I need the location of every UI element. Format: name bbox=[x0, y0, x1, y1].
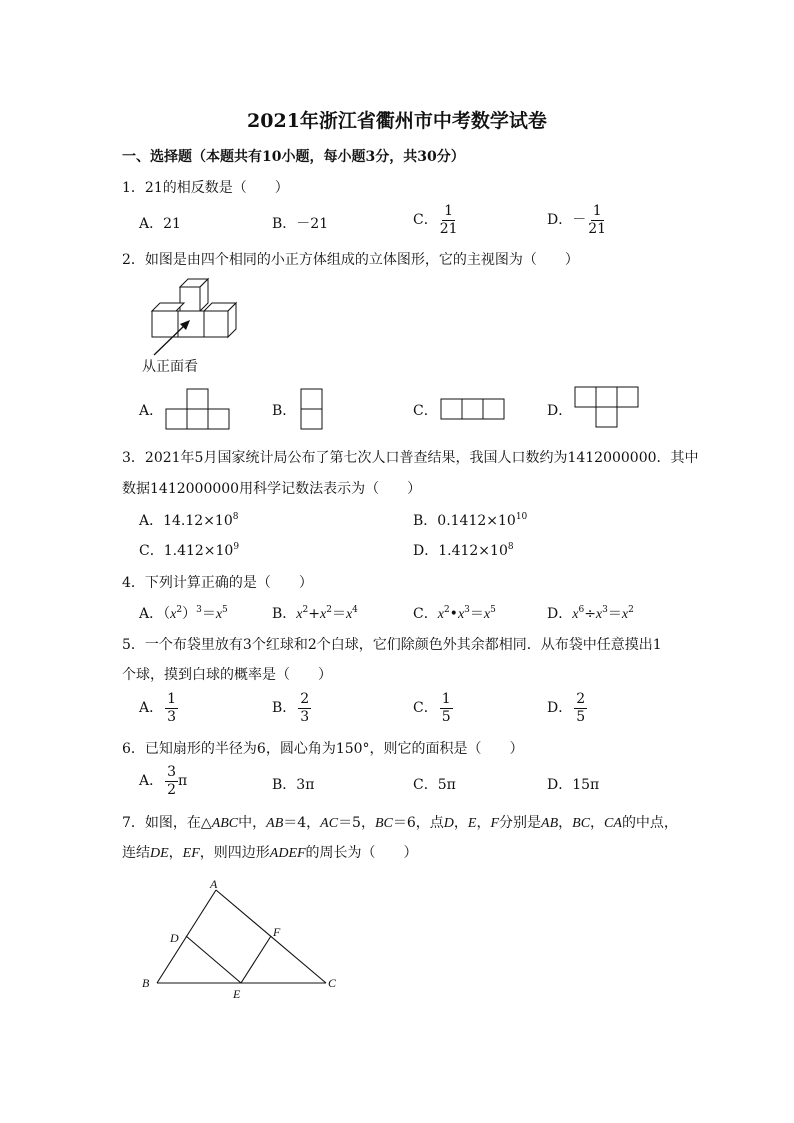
q1-option-b: B．－21 bbox=[272, 216, 329, 232]
view-arrow bbox=[150, 318, 200, 358]
section-heading: 一、选择题（本题共有10小题，每小题3分，共30分） bbox=[122, 149, 465, 165]
vertex-a-label: A bbox=[210, 877, 218, 891]
vertex-c-label: C bbox=[328, 976, 337, 990]
q4-option-c: C．$x^2•x^3=x^5$ bbox=[413, 605, 496, 622]
q2-option-a: A． bbox=[139, 403, 164, 419]
q4-option-a: A．$(x^2)^3=x^5$ bbox=[139, 605, 228, 622]
q4-option-d: D．$x^6\div x^3=x^2$ bbox=[547, 605, 634, 622]
q2-option-b-figure bbox=[300, 388, 324, 430]
front-view-label: 从正面看 bbox=[142, 359, 198, 375]
point-d-label: D bbox=[170, 931, 179, 945]
q5-option-d: D． $\frac{2}{5}$ bbox=[547, 691, 586, 725]
q2-option-c: C． bbox=[413, 403, 438, 419]
q1-option-d: D．－ $\frac{1}{21}$ bbox=[547, 203, 607, 237]
q3-option-d: D．$1.412\times 10^8$ bbox=[413, 542, 514, 559]
q6-option-c: C．5π bbox=[413, 777, 456, 793]
q2-option-b: B． bbox=[272, 403, 297, 419]
question-2-stem: 2．如图是由四个相同的小正方体组成的立体图形，它的主视图为（ ） bbox=[122, 252, 579, 268]
q6-option-d: D．15π bbox=[547, 777, 600, 793]
question-3-stem-line1: 3．2021年5月国家统计局公布了第七次人口普查结果，我国人口数约为1412000000．其中 bbox=[122, 450, 699, 466]
q2-option-c-figure bbox=[440, 398, 506, 420]
q4-option-b: B．$x^2+x^2=x^4$ bbox=[272, 605, 358, 622]
q3-option-b: B．$0.1412\times 10^{10}$ bbox=[413, 512, 528, 529]
question-6-stem: 6．已知扇形的半径为6，圆心角为150°，则它的面积是（ ） bbox=[122, 741, 524, 757]
q5-option-a: A． $\frac{1}{3}$ bbox=[139, 691, 177, 725]
question-1-stem: 1．21的相反数是（ ） bbox=[122, 180, 289, 196]
point-f-label: F bbox=[273, 925, 281, 939]
vertex-b-label: B bbox=[142, 976, 150, 990]
q2-option-a-figure bbox=[165, 388, 231, 430]
question-7-stem-line1: 7．如图，在△ABC中，AB＝4，AC＝5，BC＝6，点D，E，F分别是AB，BC，CA的中点， bbox=[122, 815, 678, 831]
q1-option-c: C． $\frac{1}{21}$ bbox=[413, 203, 458, 237]
question-7-stem-line2: 连结DE，EF，则四边形ADEF的周长为（ ） bbox=[122, 845, 418, 861]
q2-option-d-figure bbox=[574, 386, 640, 430]
q3-option-c: C．$1.412\times 10^9$ bbox=[139, 542, 240, 559]
q6-option-b: B．3π bbox=[272, 777, 315, 793]
question-5-stem-line1: 5．一个布袋里放有3个红球和2个白球，它们除颜色外其余都相同．从布袋中任意摸出1 bbox=[122, 637, 662, 653]
q2-option-d: D． bbox=[547, 403, 573, 419]
q5-option-c: C． $\frac{1}{5}$ bbox=[413, 691, 451, 725]
question-4-stem: 4．下列计算正确的是（ ） bbox=[122, 575, 313, 591]
page-title: 2021年浙江省衢州市中考数学试卷 bbox=[247, 110, 547, 132]
q5-option-b: B． $\frac{2}{3}$ bbox=[272, 691, 310, 725]
question-5-stem-line2: 个球，摸到白球的概率是（ ） bbox=[122, 667, 332, 683]
triangle-figure bbox=[138, 874, 348, 1004]
q1-option-a: A．21 bbox=[139, 216, 181, 232]
point-e-label: E bbox=[233, 987, 241, 1001]
q6-option-a: A． $\frac{3}{2}$ π bbox=[139, 764, 188, 798]
question-3-stem-line2: 数据1412000000用科学记数法表示为（ ） bbox=[122, 481, 422, 497]
q3-option-a: A．$14.12\times 10^8$ bbox=[139, 512, 239, 529]
